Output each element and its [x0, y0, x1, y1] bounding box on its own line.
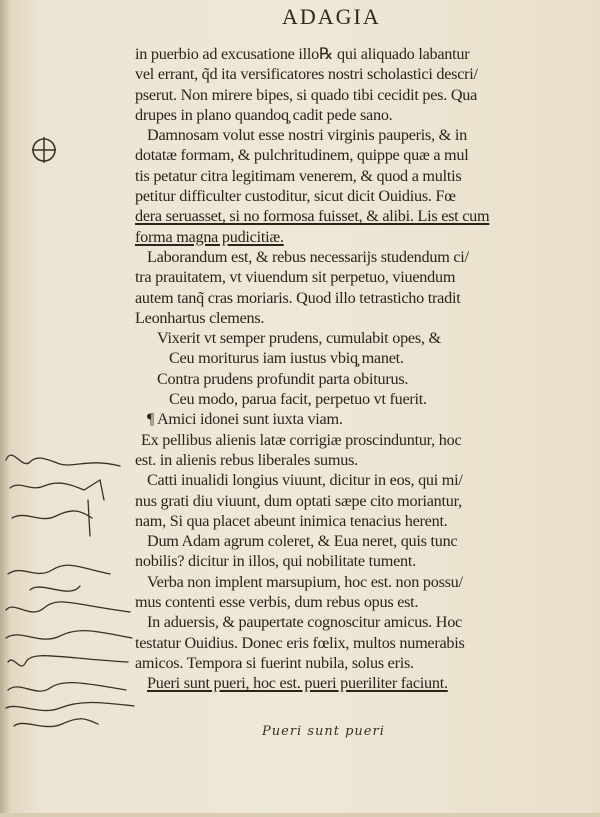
paper-edge: [0, 813, 600, 817]
text-line: petitur difficulter custoditur, sicut dicit Ouidius. Fœ: [135, 187, 456, 206]
text-line: Pueri sunt pueri, hoc est. pueri pueriliter faciunt.: [147, 674, 448, 693]
text-line: tis petatur citra legitimam venerem, & quod a multis: [135, 166, 462, 185]
handwritten-marginalia: [0, 440, 140, 740]
text-line: ¶ Amici idonei sunt iuxta viam.: [147, 410, 343, 429]
text-line: vel errant, q̃d ita versificatores nostri scholastici descri/: [135, 65, 478, 84]
text-line: In aduersis, & paupertate cognoscitur amicus. Hoc: [147, 613, 462, 632]
text-line: Laborandum est, & rebus necessarijs studendum ci/: [147, 247, 469, 266]
verse-line: Ceu modo, parua facit, perpetuo vt fuerit.: [169, 390, 427, 409]
circle-cross-mark: [26, 132, 62, 168]
text-line: testatur Ouidius. Donec eris fœlix, multos numerabis: [135, 633, 465, 652]
text-line: Leonhartus clemens.: [135, 308, 265, 327]
text-line: forma magna pudicitiæ.: [135, 227, 284, 246]
text-line: Dum Adam agrum coleret, & Eua neret, quis tunc: [147, 532, 458, 551]
text-line: drupes in plano quandoq̧ cadit pede sano.: [135, 105, 393, 124]
text-line: est. in alienis rebus liberales sumus.: [135, 450, 358, 469]
text-line: Damnosam volut esse nostri virginis pauperis, & in: [147, 126, 467, 145]
text-line: Ex pellibus alienis latæ corrigiæ proscinduntur, hoc: [141, 430, 462, 449]
text-line: pserut. Non mirere bipes, si quado tibi cecidit pes. Qua: [135, 85, 478, 104]
verse-line: Vixerit vt semper prudens, cumulabit opes, &: [157, 329, 441, 348]
text-line: Catti inualidi longius viuunt, dicitur in eos, qui mi/: [147, 471, 463, 490]
verse-line: Ceu moriturus iam iustus vbiq̧ manet.: [169, 349, 404, 368]
text-line: autem tanq̃ cras moriaris. Quod illo tetrasticho tradit: [135, 288, 461, 307]
text-line: tra prauitatem, vt viuendum sit perpetuo, viuendum: [135, 268, 456, 287]
handwritten-signature: Pueri sunt pueri: [262, 724, 385, 739]
verse-line: Contra prudens profundit parta obiturus.: [157, 369, 409, 388]
text-line: Verba non implent marsupium, hoc est. non possu/: [147, 572, 463, 591]
text-line: dotatæ formam, & pulchritudinem, quippe quæ a mul: [135, 146, 469, 165]
text-line: mus contenti esse verbis, dum rebus opus est.: [135, 593, 419, 612]
text-line: nam, Si qua placet abeunt inimica tenacius herent.: [135, 511, 448, 530]
text-line: dera seruasset, si no formosa fuisset, & alibi. Lis est cum: [135, 207, 490, 226]
text-line: nus grati diu viuunt, dum optati sæpe cito moriantur,: [135, 491, 462, 510]
text-line: in puerbio ad excusatione illo℞ qui aliquado labantur: [135, 45, 470, 63]
body-text: [135, 44, 565, 694]
text-line: nobilis? dicitur in illos, qui nobilitate tument.: [135, 552, 416, 571]
running-head: ADAGIA: [282, 4, 381, 29]
text-line: amicos. Tempora si fuerint nubila, solus eris.: [135, 653, 414, 672]
